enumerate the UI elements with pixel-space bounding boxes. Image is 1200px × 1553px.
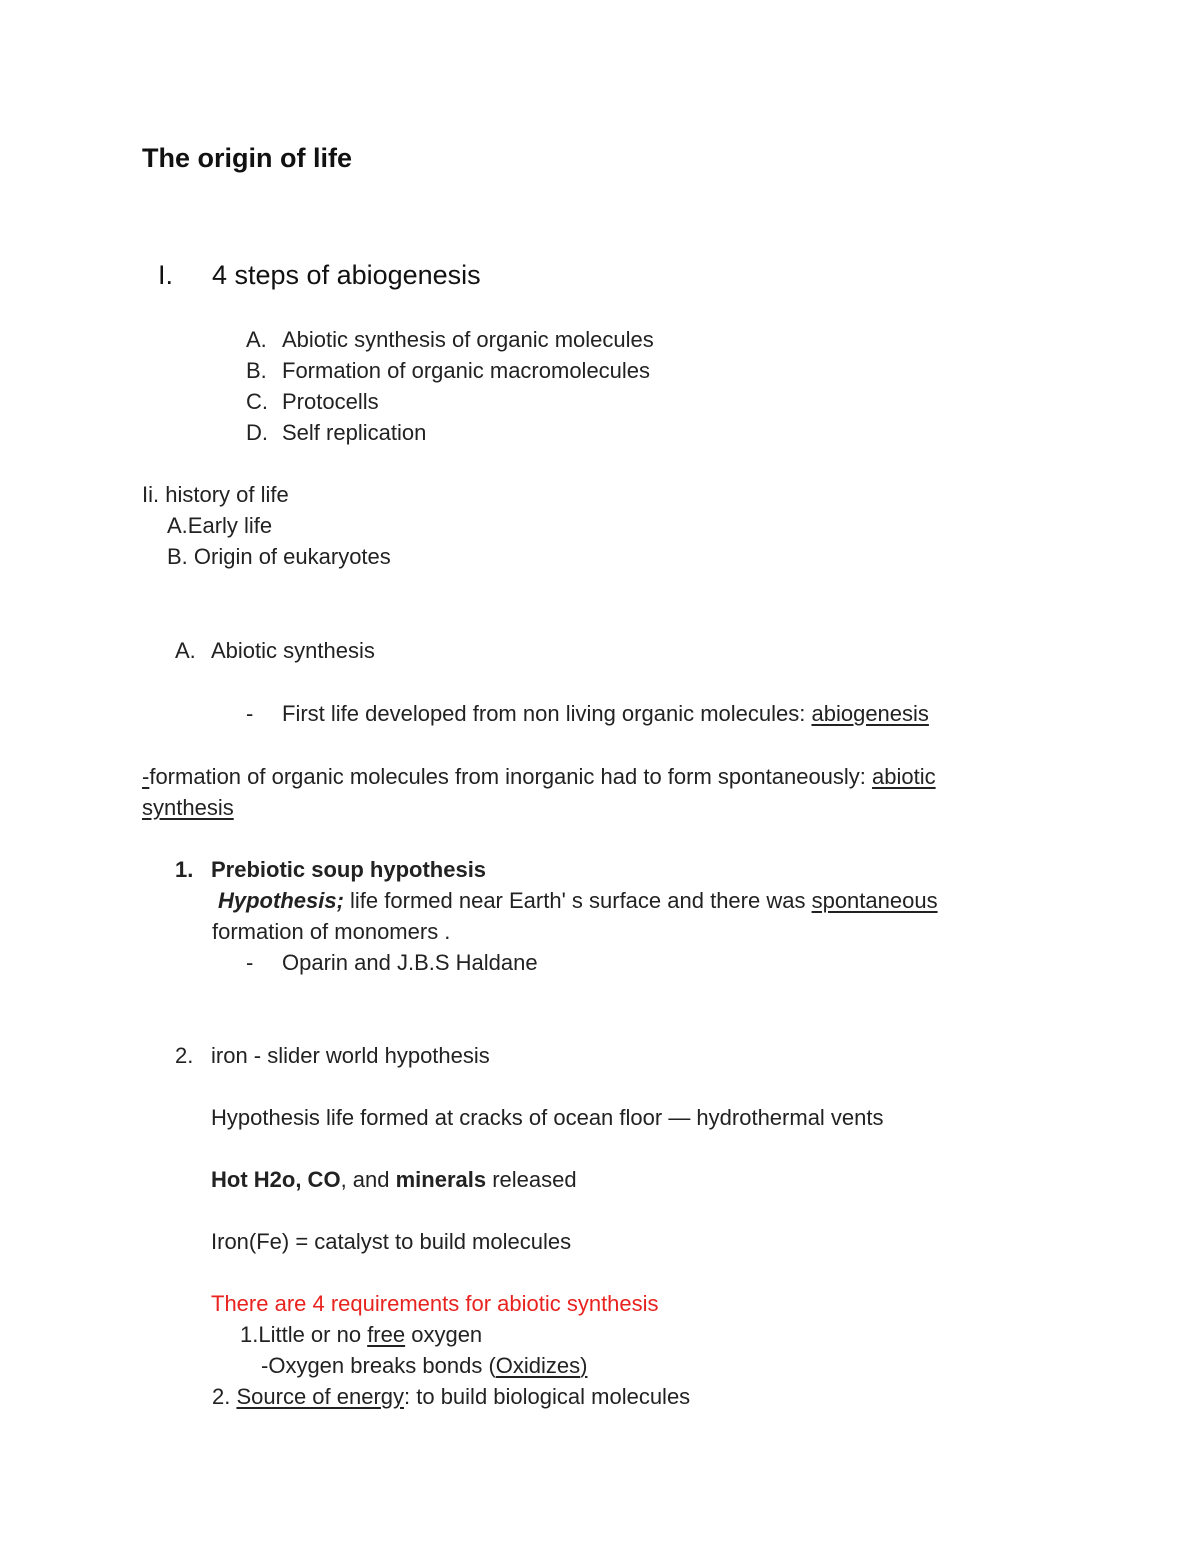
formation-line-continued <box>142 795 234 821</box>
abiotic-term: abiotic <box>872 764 936 789</box>
abiogenesis-term: abiogenesis <box>811 701 929 726</box>
spontaneous-term: spontaneous <box>811 888 938 913</box>
released-part-1: Hot H2o, CO <box>211 1167 341 1192</box>
hypothesis-1-bullet-marker: - <box>246 950 254 975</box>
section-1-item-marker: B. <box>246 358 267 383</box>
section-1-item: Formation of organic macromolecules <box>282 358 651 383</box>
abiotic-bullet <box>282 701 929 727</box>
hypothesis-2-released <box>211 1167 577 1193</box>
formation-text: formation of organic molecules from inorganic had to form spontaneously: <box>149 764 873 789</box>
hypothesis-1-scientists: Oparin and J.B.S Haldane <box>282 950 538 975</box>
requirement-2-suffix: : to build biological molecules <box>404 1384 691 1409</box>
hypothesis-2-title: iron - slider world hypothesis <box>211 1043 490 1068</box>
section-1-item: Abiotic synthesis of organic molecules <box>282 327 654 352</box>
requirement-2-prefix: 2. <box>212 1384 237 1409</box>
requirement-2 <box>212 1384 690 1410</box>
formation-line <box>142 764 936 790</box>
source-of-energy-term: Source of energy <box>236 1384 405 1409</box>
section-2-heading: Ii. history of life <box>142 482 289 507</box>
released-part-2: , and <box>340 1167 396 1192</box>
hypothesis-1-continuation: formation of monomers . <box>212 919 451 944</box>
hypothesis-1-title: Prebiotic soup hypothesis <box>211 857 487 882</box>
section-2-item: B. Origin of eukaryotes <box>167 544 391 569</box>
section-2-item: A.Early life <box>167 513 273 538</box>
section-1-item-marker: A. <box>246 327 267 352</box>
abiotic-bullet-text: First life developed from non living organic molecules: <box>282 701 812 726</box>
section-1-item-marker: C. <box>246 389 268 414</box>
requirement-1-sub-prefix: -Oxygen breaks bonds ( <box>261 1353 496 1378</box>
iron-catalyst-note: Iron(Fe) = catalyst to build molecules <box>211 1229 572 1254</box>
released-part-3: minerals <box>395 1167 487 1192</box>
requirement-1-sub-suffix: ) <box>580 1353 588 1378</box>
requirement-1 <box>240 1322 482 1348</box>
abiotic-marker: A. <box>175 638 196 663</box>
released-part-4: released <box>486 1167 577 1192</box>
section-1-item-marker: D. <box>246 420 268 445</box>
hypothesis-2-description: Hypothesis life formed at cracks of ocean floor — hydrothermal vents <box>211 1105 884 1130</box>
hypothesis-2-number: 2. <box>175 1043 194 1068</box>
section-1-numeral: I. <box>158 260 174 290</box>
section-1-heading: 4 steps of abiogenesis <box>212 260 481 290</box>
formation-dash: - <box>142 764 150 789</box>
section-1-item: Self replication <box>282 420 427 445</box>
requirement-1-prefix: 1.Little or no <box>240 1322 368 1347</box>
hypothesis-1-text: life formed near Earth' s surface and there was <box>343 888 812 913</box>
free-term: free <box>367 1322 406 1347</box>
hypothesis-1-number: 1. <box>175 857 194 882</box>
requirement-1-suffix: oxygen <box>405 1322 483 1347</box>
abiotic-bullet-marker: - <box>246 701 254 726</box>
abiotic-heading: Abiotic synthesis <box>211 638 375 663</box>
section-1-item: Protocells <box>282 389 379 414</box>
requirement-1-sub <box>261 1353 587 1379</box>
requirements-heading: There are 4 requirements for abiotic synthesis <box>211 1291 659 1316</box>
hypothesis-1-statement <box>218 888 938 914</box>
oxidizes-term: Oxidizes <box>495 1353 581 1378</box>
hypothesis-1-label: Hypothesis; <box>218 888 344 913</box>
synthesis-term: synthesis <box>142 795 234 820</box>
page-title: The origin of life <box>142 143 352 173</box>
